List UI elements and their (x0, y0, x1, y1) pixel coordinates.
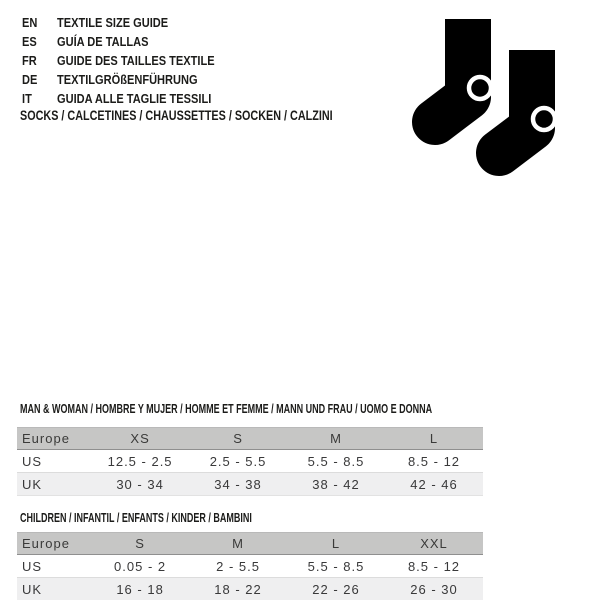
language-label: TEXTILE SIZE GUIDE (57, 15, 169, 30)
language-code: IT (22, 91, 32, 106)
row-label: US (17, 555, 91, 578)
table-header-row (17, 533, 483, 555)
table-row-us (17, 555, 483, 578)
cell: 38 - 42 (287, 473, 385, 496)
cell: 34 - 38 (189, 473, 287, 496)
cell: 18 - 22 (189, 578, 287, 600)
table-title-children: CHILDREN / INFANTIL / ENFANTS / KINDER / BAMBINI (20, 511, 252, 525)
language-row-de (22, 70, 198, 89)
cell: 16 - 18 (91, 578, 189, 600)
col-header-m: M (189, 533, 287, 555)
category-title: SOCKS / CALCETINES / CHAUSSETTES / SOCKEN / CALZINI (20, 108, 333, 123)
col-header-xs: XS (91, 428, 189, 450)
cell: 0.05 - 2 (91, 555, 189, 578)
cell: 22 - 26 (287, 578, 385, 600)
size-table-children (17, 532, 483, 600)
table-header-row (17, 428, 483, 450)
language-code: DE (22, 72, 38, 87)
language-label: TEXTILGRÖßENFÜHRUNG (57, 72, 198, 87)
cell: 2.5 - 5.5 (189, 450, 287, 473)
language-label: GUÍA DE TALLAS (57, 34, 149, 49)
language-row-fr (22, 51, 215, 70)
cell: 2 - 5.5 (189, 555, 287, 578)
language-code: EN (22, 15, 38, 30)
cell: 12.5 - 2.5 (91, 450, 189, 473)
cell: 26 - 30 (385, 578, 483, 600)
table-row-us (17, 450, 483, 473)
cell: 8.5 - 12 (385, 555, 483, 578)
size-table-man-woman (17, 427, 483, 496)
col-header-xxl: XXL (385, 533, 483, 555)
language-code: FR (22, 53, 37, 68)
language-row-es (22, 32, 149, 51)
cell: 30 - 34 (91, 473, 189, 496)
language-label: GUIDE DES TAILLES TEXTILE (57, 53, 215, 68)
language-list (22, 13, 215, 108)
row-label: US (17, 450, 91, 473)
col-header-s: S (189, 428, 287, 450)
table-row-uk (17, 473, 483, 496)
col-header-m: M (287, 428, 385, 450)
language-code: ES (22, 34, 37, 49)
row-label: UK (17, 473, 91, 496)
language-row-en (22, 13, 169, 32)
table-row-uk (17, 578, 483, 600)
col-header-l: L (385, 428, 483, 450)
table-title-man-woman: MAN & WOMAN / HOMBRE Y MUJER / HOMME ET FEMME / MANN UND FRAU / UOMO E DONNA (20, 402, 433, 416)
cell: 42 - 46 (385, 473, 483, 496)
col-header-l: L (287, 533, 385, 555)
col-header-europe: Europe (17, 428, 91, 450)
socks-icon (400, 10, 570, 185)
row-label: UK (17, 578, 91, 600)
cell: 8.5 - 12 (385, 450, 483, 473)
col-header-s: S (91, 533, 189, 555)
cell: 5.5 - 8.5 (287, 555, 385, 578)
col-header-europe: Europe (17, 533, 91, 555)
language-label: GUIDA ALLE TAGLIE TESSILI (57, 91, 212, 106)
cell: 5.5 - 8.5 (287, 450, 385, 473)
